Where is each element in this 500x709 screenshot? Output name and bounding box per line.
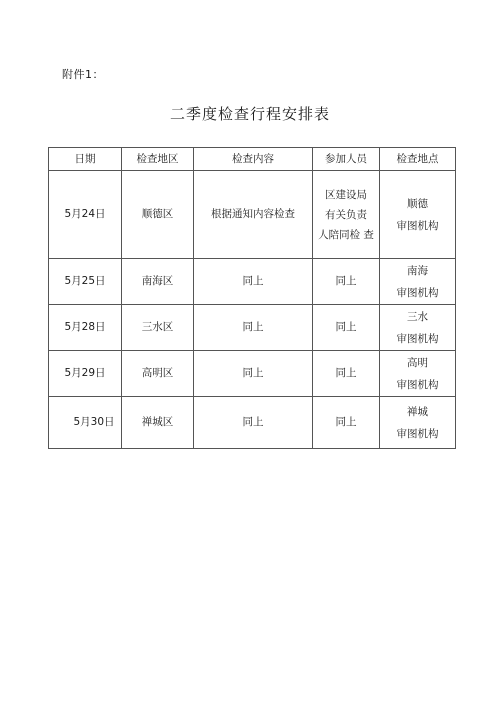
location-name: 南海 [407,264,428,277]
header-area: 检查地区 [122,148,194,171]
area-cell: 顺德区 [122,171,194,259]
participants-line: 区建设局 [325,188,367,201]
location-org: 审图机构 [396,378,439,391]
participants-cell: 同上 [313,259,380,305]
location-cell [380,259,456,305]
participants-line: 人陪同检 查 [318,228,374,241]
table-row [49,305,456,351]
participants-cell: 同上 [313,305,380,351]
header-row [49,148,456,171]
participants-line: 有关负责 [325,208,367,221]
location-org: 审图机构 [396,427,439,440]
table-row [49,351,456,397]
header-participants: 参加人员 [313,148,380,171]
participants-cell [313,171,380,259]
table-row [49,397,456,449]
date-cell: 5月30日 [49,397,122,449]
location-org: 审图机构 [396,219,439,232]
area-cell: 高明区 [122,351,194,397]
document-title: 二季度检查行程安排表 [169,105,330,123]
location-org: 审图机构 [396,286,439,299]
location-name: 禅城 [407,405,428,418]
location-org: 审图机构 [396,332,439,345]
area-cell: 三水区 [122,305,194,351]
area-cell: 禅城区 [122,397,194,449]
content-cell: 根据通知内容检查 [194,171,313,259]
table-row [49,171,456,259]
location-name: 高明 [407,356,428,369]
location-name: 顺德 [407,197,428,210]
content-cell: 同上 [194,397,313,449]
attachment-label: 附件1： [62,68,104,81]
location-cell [380,171,456,259]
header-content: 检查内容 [194,148,313,171]
area-cell: 南海区 [122,259,194,305]
participants-cell: 同上 [313,351,380,397]
date-cell: 5月29日 [49,351,122,397]
content-cell: 同上 [194,259,313,305]
table-header [49,148,456,171]
date-cell: 5月24日 [49,171,122,259]
location-cell [380,397,456,449]
table-row [49,259,456,305]
participants-cell: 同上 [313,397,380,449]
location-cell [380,351,456,397]
location-cell [380,305,456,351]
date-cell: 5月28日 [49,305,122,351]
location-name: 三水 [407,310,428,323]
content-cell: 同上 [194,305,313,351]
header-date: 日期 [49,148,122,171]
content-cell: 同上 [194,351,313,397]
schedule-table [48,147,456,449]
date-cell: 5月25日 [49,259,122,305]
header-location: 检查地点 [380,148,456,171]
table-body [49,171,456,449]
